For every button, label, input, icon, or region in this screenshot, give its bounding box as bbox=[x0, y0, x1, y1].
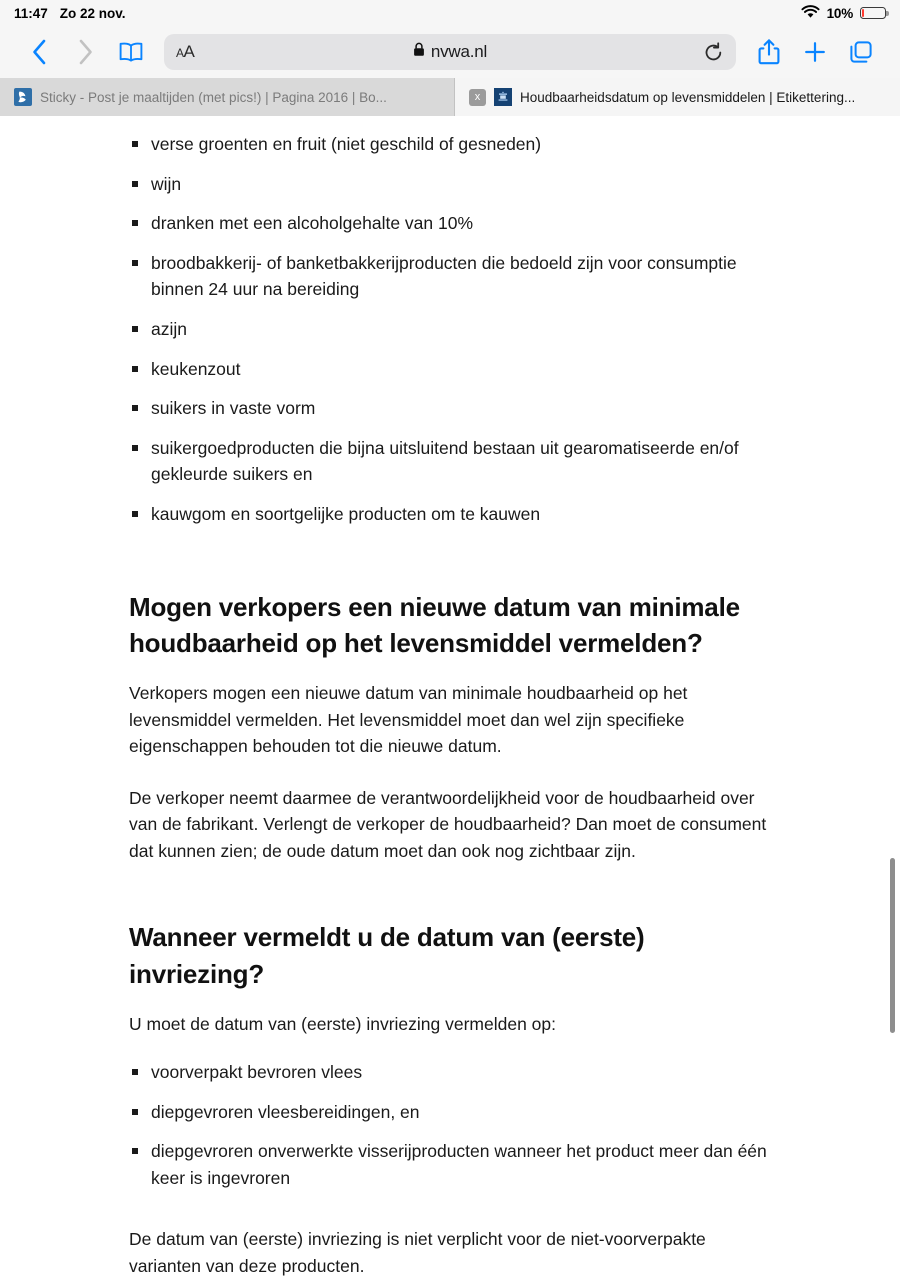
list-item: keukenzout bbox=[129, 356, 779, 383]
page-scrollbar[interactable] bbox=[889, 117, 897, 1200]
scrollbar-thumb[interactable] bbox=[890, 858, 895, 1033]
list-item: azijn bbox=[129, 316, 779, 343]
text-size-small-a: A bbox=[176, 46, 184, 60]
status-bar bbox=[0, 0, 900, 26]
share-icon bbox=[758, 38, 780, 66]
list-item: suikergoedproducten die bijna uitsluitend bestaan uit gearomatiseerde en/of gekleurde suikers en bbox=[129, 435, 779, 488]
list-item: diepgevroren vleesbereidingen, en bbox=[129, 1099, 779, 1126]
web-page-viewport[interactable] bbox=[0, 117, 900, 1276]
list-item: kauwgom en soortgelijke producten om te kauwen bbox=[129, 501, 779, 528]
browser-tab-active[interactable] bbox=[455, 78, 900, 116]
status-bar-right bbox=[801, 5, 886, 22]
status-time: 11:47 bbox=[14, 5, 48, 21]
tab-bar bbox=[0, 78, 900, 116]
list-item: diepgevroren onverwerkte visserijproducten wanneer het product meer dan één keer is ingevroren bbox=[129, 1138, 779, 1191]
battery-percentage: 10% bbox=[826, 5, 853, 21]
book-icon bbox=[118, 41, 144, 63]
browser-tab-inactive[interactable] bbox=[0, 78, 455, 116]
tabs-overview-button[interactable] bbox=[838, 30, 884, 74]
back-button[interactable] bbox=[16, 30, 62, 74]
text-size-large-a: A bbox=[183, 42, 195, 61]
section-paragraph: De verkoper neemt daarmee de verantwoordelijkheid voor de houdbaarheid over van de fabrikant. Verlengt de verkoper de houdbaarheid? Dan moet de consument dat kunnen zien; de oude datum moet dan ook nog zichtbaar zijn. bbox=[129, 788, 767, 861]
text-size-button[interactable] bbox=[176, 42, 194, 62]
status-bar-left bbox=[14, 6, 126, 21]
sticky-favicon bbox=[14, 88, 32, 106]
nvwa-favicon bbox=[494, 88, 512, 106]
plus-icon bbox=[803, 40, 827, 64]
article-content bbox=[0, 117, 900, 1279]
list-item: dranken met een alcoholgehalte van 10% bbox=[129, 210, 779, 237]
browser-toolbar bbox=[0, 26, 900, 78]
url-display bbox=[164, 42, 736, 62]
exempt-products-list bbox=[129, 131, 780, 528]
status-date: Zo 22 nov. bbox=[59, 5, 126, 21]
forward-button[interactable] bbox=[62, 30, 108, 74]
close-tab-button[interactable]: x bbox=[469, 89, 486, 106]
section-intro-text: U moet de datum van (eerste) invriezing vermelden op: bbox=[129, 1013, 557, 1034]
list-item: suikers in vaste vorm bbox=[129, 395, 779, 422]
address-bar[interactable] bbox=[164, 34, 736, 70]
list-item: verse groenten en fruit (niet geschild of gesneden) bbox=[129, 131, 779, 158]
wifi-icon bbox=[801, 5, 820, 22]
tabs-icon bbox=[848, 39, 874, 65]
lock-icon bbox=[413, 42, 425, 62]
section-paragraph: Verkopers mogen een nieuwe datum van minimale houdbaarheid op het levensmiddel vermelden. Het levensmiddel moet dan wel zijn specifieke eigenschappen behouden tot die nieuwe datum. bbox=[129, 683, 688, 756]
freezing-date-list bbox=[129, 1059, 780, 1191]
reload-button[interactable] bbox=[703, 42, 724, 63]
tab-title: Houdbaarheidsdatum op levensmiddelen | Etikettering... bbox=[520, 89, 856, 105]
share-button[interactable] bbox=[746, 30, 792, 74]
section-closing-text: De datum van (eerste) invriezing is niet verplicht voor de niet-voorverpakte varianten van deze producten. bbox=[129, 1229, 706, 1276]
reload-icon bbox=[703, 42, 724, 63]
section-heading-sellers: Mogen verkopers een nieuwe datum van minimale houdbaarheid op het levensmiddel vermelden? bbox=[129, 591, 740, 659]
list-item: broodbakkerij- of banketbakkerijproducten die bedoeld zijn voor consumptie binnen 24 uur na bereiding bbox=[129, 250, 779, 303]
list-item: wijn bbox=[129, 171, 779, 198]
section-heading-freezing-date: Wanneer vermeldt u de datum van (eerste) invriezing? bbox=[129, 921, 645, 989]
new-tab-button[interactable] bbox=[792, 30, 838, 74]
bookmarks-button[interactable] bbox=[108, 30, 154, 74]
tab-title: Sticky - Post je maaltijden (met pics!) | Pagina 2016 | Bo... bbox=[40, 89, 387, 105]
list-item: voorverpakt bevroren vlees bbox=[129, 1059, 779, 1086]
battery-icon bbox=[860, 7, 886, 20]
url-text: nvwa.nl bbox=[430, 42, 488, 61]
